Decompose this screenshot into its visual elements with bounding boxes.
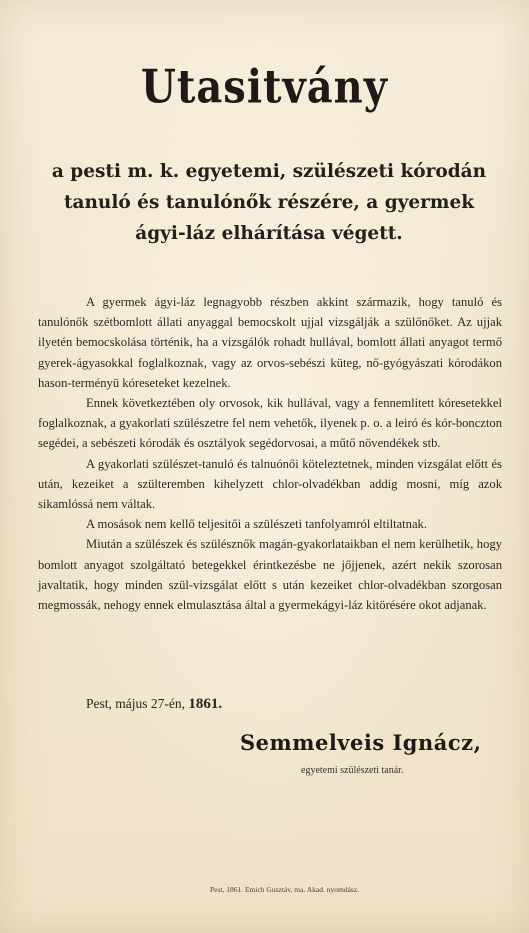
paragraph-1: A gyermek ágyi-láz legnagyobb részben akkint származik, hogy tanuló és tanulónők szétbomlott állati anyaggal bemocskolt ujjal vizsgálják a szülőnőket. Az ujjak ilyetén bemocskolása történik, ha a vizsgálók rohadt hullával, bomlott állati anyagot termő gyerek-ágyasokkal foglalkoznak, vagy az orvos-sebészi küteg, nő-gyógyászati kórodákon hason-terményü kóreseteket kezelnek.: [38, 295, 502, 390]
document-subtitle: a pesti m. k. egyetemi, szülészeti kórodán tanuló és tanulónők részére, a gyermek ágyi-láz elhárítása végett.: [51, 161, 487, 244]
signature-role: egyetemi szülészeti tanár.: [301, 765, 404, 776]
date-prefix: Pest, május 27-én,: [86, 696, 185, 711]
date-year: 1861.: [188, 696, 223, 712]
printer-line: Pest, 1861. Emich Gusztáv, ma. Akad. nyomdász.: [209, 885, 360, 894]
document-title: Utasitvány: [141, 60, 388, 115]
document-date: [86, 696, 222, 713]
paragraph-5: Miután a szülészek és szülésznők magán-gyakorlataikban el nem kerülhetik, hogy bomlott anyagot szolgáltató betegekkel érintkezésbe ne jőjjenek, azért nekik szorosan javaltatik, hogy minden szül-vizsgálat előtt s után kezeiket chlor-olvadékban szorgosan megmossák, nehogy ennek elmulasztása által a gyermekágyi-láz kitörésére okot adjanak.: [38, 537, 502, 613]
paragraph-4: A mosások nem kellő teljesitői a szülészeti tanfolyamról eltiltatnak.: [86, 517, 427, 532]
signature-name: Semmelveis Ignácz,: [240, 730, 482, 755]
paragraph-3: A gyakorlati szülészet-tanuló és talnuónői köteleztetnek, minden vizsgálat előtt és után, kezeiket a szülteremben kihelyzett chlor-olvadékban addig mosni, míg azok sikamlóssá nem váltak.: [38, 456, 502, 512]
paragraph-2: Ennek következtében oly orvosok, kik hullával, vagy a fennemlitett kóresetekkel foglalkoznak, a gyakorlati szülészetre fel nem vehetők, ilyenek p. o. a leiró és kór-bonczton segédei, a sebészeti kórodák és osztályok segédorvosai, a műtő növendékek stb.: [38, 396, 502, 451]
document-body: [38, 292, 502, 615]
